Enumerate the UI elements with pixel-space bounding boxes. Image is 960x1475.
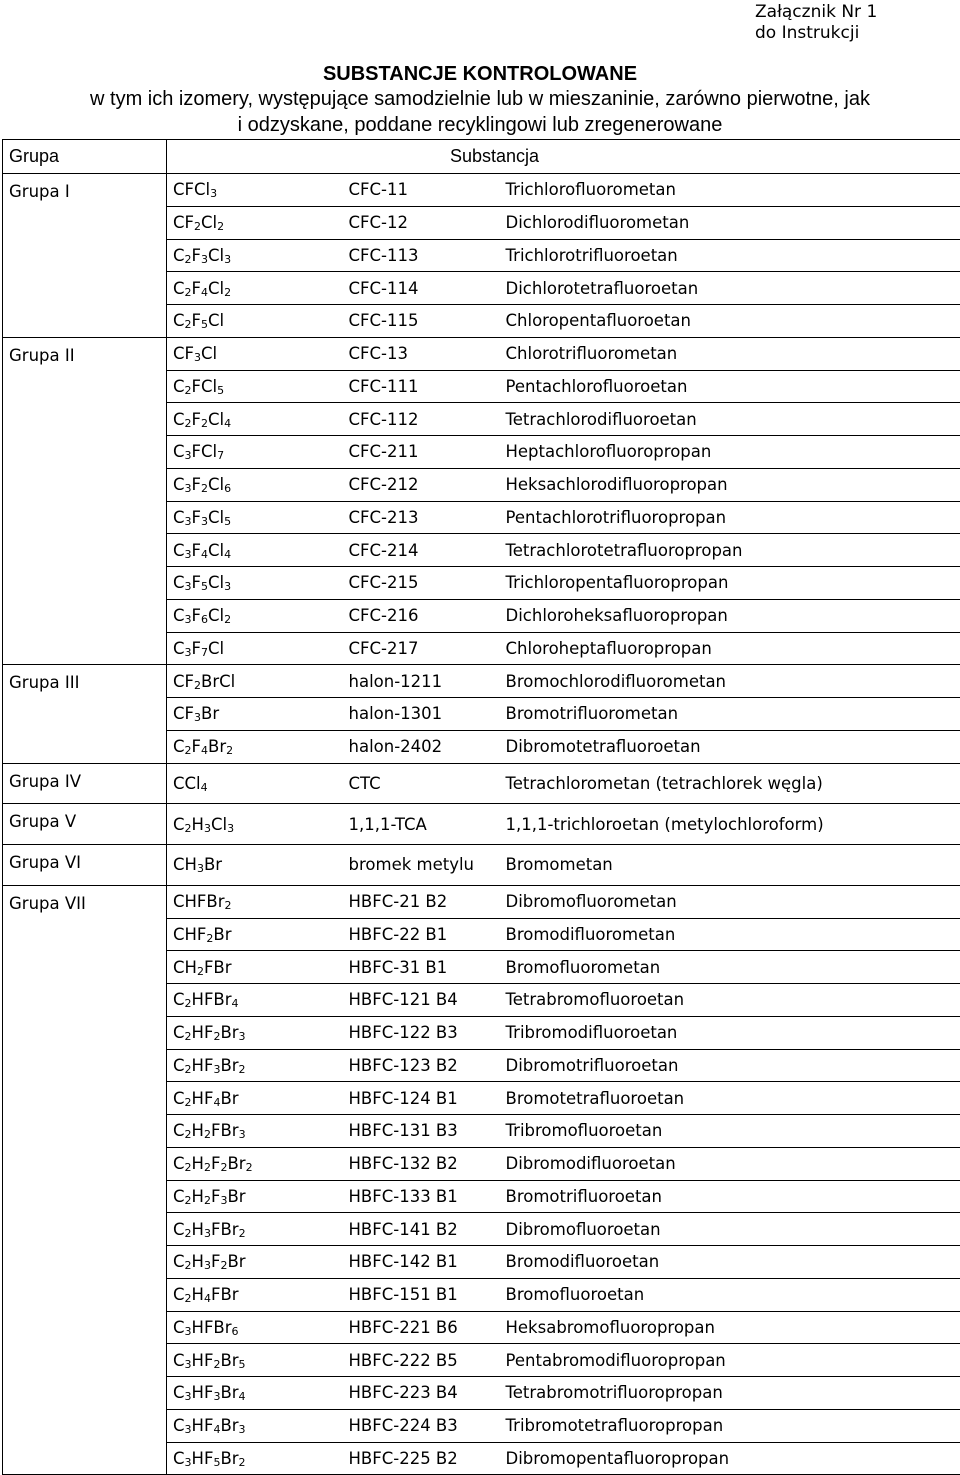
substance-code: halon-1211: [349, 672, 443, 691]
formula-cell: [167, 599, 343, 632]
name-cell: [500, 885, 960, 918]
substance-code: HBFC-124 B1: [349, 1089, 458, 1108]
table-row: [3, 337, 960, 370]
substance-name: Heksabromofluoropropan: [506, 1318, 715, 1337]
name-cell: [500, 984, 960, 1017]
name-cell: [500, 599, 960, 632]
formula: $CH_3Br$: [173, 855, 222, 874]
name-cell: [500, 370, 960, 403]
formula: $C_2F_4Cl_2$: [173, 279, 231, 298]
substance-code: CFC-11: [349, 180, 408, 199]
code-cell: [343, 1311, 500, 1344]
code-cell: [343, 918, 500, 951]
substance-code: HBFC-21 B2: [349, 892, 448, 911]
code-cell: [343, 763, 500, 804]
substance-code: CFC-213: [349, 508, 419, 527]
substance-name: Heksachlorodifluoropropan: [506, 475, 728, 494]
formula: $CF_2Cl_2$: [173, 213, 224, 232]
formula-cell: [167, 730, 343, 763]
formula: $C_2H_2FBr_3$: [173, 1121, 246, 1140]
substance-name: Bromochlorodifluorometan: [506, 672, 727, 691]
code-cell: [343, 174, 500, 207]
formula-cell: [167, 436, 343, 469]
substance-name: Tetrachlorometan (tetrachlorek węgla): [506, 774, 823, 793]
substance-code: HBFC-132 B2: [349, 1154, 458, 1173]
formula: $CF_2BrCl$: [173, 672, 235, 691]
group-name-cell: [3, 763, 167, 804]
substance-code: CFC-217: [349, 639, 419, 658]
substance-code: HBFC-142 B1: [349, 1252, 458, 1271]
substance-name: Trichloropentafluoropropan: [506, 573, 729, 592]
name-cell: [500, 1311, 960, 1344]
substance-code: CFC-114: [349, 279, 419, 298]
code-cell: [343, 1442, 500, 1475]
annex-line-1: Załącznik Nr 1: [755, 2, 955, 23]
page-subtitle-line-2: i odzyskane, poddane recyklingowi lub zregenerowane: [0, 112, 960, 138]
formula: $C_2FCl_5$: [173, 377, 224, 396]
formula-cell: [167, 845, 343, 886]
substance-name: Chlorotrifluorometan: [506, 344, 678, 363]
substance-code: CFC-214: [349, 541, 419, 560]
name-cell: [500, 1115, 960, 1148]
formula-cell: [167, 918, 343, 951]
substance-code: HBFC-141 B2: [349, 1220, 458, 1239]
group-name: Grupa I: [9, 182, 70, 201]
name-cell: [500, 174, 960, 207]
formula-cell: [167, 804, 343, 845]
formula: $C_3HFBr_6$: [173, 1318, 239, 1337]
formula-cell: [167, 1409, 343, 1442]
name-cell: [500, 804, 960, 845]
code-cell: [343, 1377, 500, 1410]
formula: CHFBr$_2$: [173, 892, 232, 911]
title-block: [0, 62, 960, 138]
substance-name: Dichlorotetrafluoroetan: [506, 279, 699, 298]
code-cell: [343, 534, 500, 567]
name-cell: [500, 951, 960, 984]
substance-code: CFC-13: [349, 344, 408, 363]
name-cell: [500, 272, 960, 305]
name-cell: [500, 403, 960, 436]
table-row: [3, 885, 960, 918]
group-name-cell: [3, 337, 167, 665]
name-cell: [500, 1180, 960, 1213]
annex-line-2: do Instrukcji: [755, 23, 955, 44]
formula: $C_2H_2F_2Br_2$: [173, 1154, 253, 1173]
substance-name: Tribromodifluoroetan: [506, 1023, 678, 1042]
substance-name: Chloropentafluoroetan: [506, 311, 692, 330]
code-cell: [343, 370, 500, 403]
substance-name: Dichloroheksafluoropropan: [506, 606, 728, 625]
name-cell: [500, 1278, 960, 1311]
substance-code: HBFC-133 B1: [349, 1187, 458, 1206]
formula: $C_3F_2Cl_6$: [173, 475, 231, 494]
formula-cell: [167, 1082, 343, 1115]
header-substance-label: Substancja: [450, 146, 539, 166]
formula: $C_3F_3Cl_5$: [173, 508, 231, 527]
group-name: Grupa V: [9, 812, 76, 831]
name-cell: [500, 1442, 960, 1475]
substance-name: Chloroheptafluoropropan: [506, 639, 712, 658]
group-name: Grupa II: [9, 346, 75, 365]
substance-code: CFC-215: [349, 573, 419, 592]
formula-cell: [167, 468, 343, 501]
code-cell: [343, 1115, 500, 1148]
code-cell: [343, 206, 500, 239]
substance-name: Trichlorofluorometan: [506, 180, 676, 199]
formula-cell: [167, 885, 343, 918]
code-cell: [343, 665, 500, 698]
substance-code: HBFC-131 B3: [349, 1121, 458, 1140]
code-cell: [343, 804, 500, 845]
substance-code: HBFC-123 B2: [349, 1056, 458, 1075]
group-name: Grupa VI: [9, 853, 81, 872]
formula: $C_2HFBr_4$: [173, 990, 239, 1009]
table-row: [3, 665, 960, 698]
formula: $C_3HF_5Br_2$: [173, 1449, 246, 1468]
formula: $C_2F_4Br_2$: [173, 737, 233, 756]
group-name: Grupa III: [9, 673, 79, 692]
formula: $C_3F_6Cl_2$: [173, 606, 231, 625]
substance-code: HBFC-121 B4: [349, 990, 458, 1009]
page-subtitle-line-1: w tym ich izomery, występujące samodzielnie lub w mieszaninie, zarówno pierwotne, jak: [0, 86, 960, 112]
group-name-cell: [3, 845, 167, 886]
substance-name: Pentachlorotrifluoropropan: [506, 508, 727, 527]
code-cell: [343, 305, 500, 338]
formula: $C_2H_3F_2Br$: [173, 1252, 246, 1271]
formula-cell: [167, 337, 343, 370]
formula-cell: [167, 1377, 343, 1410]
formula-cell: [167, 174, 343, 207]
name-cell: [500, 468, 960, 501]
formula: $C_2H_3FBr_2$: [173, 1220, 246, 1239]
name-cell: [500, 665, 960, 698]
substance-code: HBFC-221 B6: [349, 1318, 458, 1337]
substance-code: halon-1301: [349, 704, 443, 723]
table-header-row: [3, 140, 960, 174]
group-name-cell: [3, 665, 167, 763]
code-cell: [343, 403, 500, 436]
formula: CCl$_4$: [173, 774, 208, 793]
formula: $C_2HF_4Br$: [173, 1089, 239, 1108]
substance-name: Pentachlorofluoroetan: [506, 377, 688, 396]
code-cell: [343, 984, 500, 1017]
formula-cell: [167, 632, 343, 665]
name-cell: [500, 239, 960, 272]
name-cell: [500, 305, 960, 338]
substance-code: HBFC-22 B1: [349, 925, 448, 944]
substance-code: HBFC-222 B5: [349, 1351, 458, 1370]
substance-name: Dibromofluorometan: [506, 892, 677, 911]
page-title: SUBSTANCJE KONTROLOWANE: [0, 62, 960, 86]
substance-code: CFC-211: [349, 442, 419, 461]
substance-code: HBFC-31 B1: [349, 958, 448, 977]
substance-code: HBFC-151 B1: [349, 1285, 458, 1304]
substance-code: halon-2402: [349, 737, 443, 756]
substance-code: CFC-115: [349, 311, 419, 330]
formula: $CH_2FBr$: [173, 958, 232, 977]
substance-name: Dibromofluoroetan: [506, 1220, 661, 1239]
group-name-cell: [3, 804, 167, 845]
name-cell: [500, 763, 960, 804]
formula: $C_2F_5Cl$: [173, 311, 224, 330]
table-row: [3, 804, 960, 845]
substance-code: HBFC-225 B2: [349, 1449, 458, 1468]
code-cell: [343, 885, 500, 918]
formula-cell: [167, 501, 343, 534]
formula-cell: [167, 1344, 343, 1377]
name-cell: [500, 567, 960, 600]
formula-cell: [167, 370, 343, 403]
substance-name: Tetrachlorotetrafluoropropan: [506, 541, 743, 560]
formula: $C_3FCl_7$: [173, 442, 224, 461]
formula: $C_3F_7Cl$: [173, 639, 224, 658]
code-cell: [343, 1409, 500, 1442]
substance-code: HBFC-122 B3: [349, 1023, 458, 1042]
formula-cell: [167, 698, 343, 731]
code-cell: [343, 501, 500, 534]
name-cell: [500, 534, 960, 567]
substance-code: CFC-12: [349, 213, 408, 232]
formula-cell: [167, 272, 343, 305]
substance-name: Dibromodifluoroetan: [506, 1154, 676, 1173]
substance-name: Bromofluoroetan: [506, 1285, 645, 1304]
formula-cell: [167, 403, 343, 436]
name-cell: [500, 1409, 960, 1442]
name-cell: [500, 845, 960, 886]
name-cell: [500, 1082, 960, 1115]
substance-code: CFC-111: [349, 377, 419, 396]
substance-code: HBFC-223 B4: [349, 1383, 458, 1402]
substance-name: Dibromopentafluoropropan: [506, 1449, 730, 1468]
substance-code: CFC-216: [349, 606, 419, 625]
code-cell: [343, 1213, 500, 1246]
formula: $C_2H_4FBr$: [173, 1285, 239, 1304]
code-cell: [343, 1049, 500, 1082]
code-cell: [343, 1016, 500, 1049]
name-cell: [500, 1344, 960, 1377]
formula-cell: [167, 206, 343, 239]
formula: $CF_3Cl$: [173, 344, 217, 363]
substance-name: Pentabromodifluoropropan: [506, 1351, 726, 1370]
code-cell: [343, 698, 500, 731]
formula: $C_3F_5Cl_3$: [173, 573, 231, 592]
formula: CFCl$_3$: [173, 180, 217, 199]
substance-name: Bromometan: [506, 855, 613, 874]
code-cell: [343, 1278, 500, 1311]
header-substance: [343, 140, 960, 174]
name-cell: [500, 1049, 960, 1082]
annex-label: [755, 2, 955, 44]
substance-name: Bromofluorometan: [506, 958, 661, 977]
formula-cell: [167, 239, 343, 272]
name-cell: [500, 1213, 960, 1246]
code-cell: [343, 1082, 500, 1115]
name-cell: [500, 1246, 960, 1279]
code-cell: [343, 337, 500, 370]
code-cell: [343, 436, 500, 469]
substance-name: Bromotrifluorometan: [506, 704, 679, 723]
substance-code: CFC-113: [349, 246, 419, 265]
code-cell: [343, 1344, 500, 1377]
formula-cell: [167, 1049, 343, 1082]
code-cell: [343, 951, 500, 984]
substance-code: HBFC-224 B3: [349, 1416, 458, 1435]
formula-cell: [167, 305, 343, 338]
substance-code: CTC: [349, 774, 381, 793]
formula-cell: [167, 665, 343, 698]
name-cell: [500, 501, 960, 534]
table-row: [3, 174, 960, 207]
substance-name: Dibromotrifluoroetan: [506, 1056, 679, 1075]
formula-cell: [167, 1246, 343, 1279]
code-cell: [343, 1246, 500, 1279]
formula: $C_2H_2F_3Br$: [173, 1187, 246, 1206]
code-cell: [343, 599, 500, 632]
formula-cell: [167, 1016, 343, 1049]
substance-name: Bromodifluoroetan: [506, 1252, 660, 1271]
formula-cell: [167, 763, 343, 804]
formula: $C_3F_4Cl_4$: [173, 541, 231, 560]
substance-code: bromek metylu: [349, 855, 475, 874]
formula: $C_2H_3Cl_3$: [173, 815, 234, 834]
group-name: Grupa IV: [9, 772, 81, 791]
formula-cell: [167, 951, 343, 984]
substance-name: Tetrachlorodifluoroetan: [506, 410, 697, 429]
substance-name: Tetrabromotrifluoropropan: [506, 1383, 723, 1402]
substances-table: [2, 139, 960, 1475]
formula-cell: [167, 1278, 343, 1311]
code-cell: [343, 239, 500, 272]
formula: $CF_3Br$: [173, 704, 219, 723]
formula-cell: [167, 984, 343, 1017]
substance-name: Bromodifluorometan: [506, 925, 676, 944]
table-row: [3, 763, 960, 804]
formula: $C_3HF_2Br_5$: [173, 1351, 246, 1370]
name-cell: [500, 1147, 960, 1180]
code-cell: [343, 468, 500, 501]
formula-cell: [167, 1311, 343, 1344]
formula: $C_3HF_3Br_4$: [173, 1383, 246, 1402]
formula-cell: [167, 1115, 343, 1148]
substance-name: Bromotetrafluoroetan: [506, 1089, 685, 1108]
code-cell: [343, 567, 500, 600]
code-cell: [343, 632, 500, 665]
code-cell: [343, 272, 500, 305]
substance-name: Dichlorodifluorometan: [506, 213, 690, 232]
formula: $C_2F_2Cl_4$: [173, 410, 231, 429]
code-cell: [343, 1180, 500, 1213]
substance-name: 1,1,1-trichloroetan (metylochloroform): [506, 815, 824, 834]
formula: $C_2HF_3Br_2$: [173, 1056, 246, 1075]
formula: $CHF_2Br$: [173, 925, 232, 944]
substance-code: CFC-112: [349, 410, 419, 429]
name-cell: [500, 337, 960, 370]
substances-table-body: [3, 140, 960, 1475]
name-cell: [500, 918, 960, 951]
formula: $C_2HF_2Br_3$: [173, 1023, 246, 1042]
formula: $C_2F_3Cl_3$: [173, 246, 231, 265]
table-row: [3, 845, 960, 886]
substance-name: Tetrabromofluoroetan: [506, 990, 685, 1009]
name-cell: [500, 206, 960, 239]
formula-cell: [167, 1147, 343, 1180]
name-cell: [500, 1016, 960, 1049]
name-cell: [500, 1377, 960, 1410]
formula-cell: [167, 1180, 343, 1213]
code-cell: [343, 845, 500, 886]
formula: $C_3HF_4Br_3$: [173, 1416, 246, 1435]
code-cell: [343, 1147, 500, 1180]
formula-cell: [167, 534, 343, 567]
substance-code: CFC-212: [349, 475, 419, 494]
substance-code: 1,1,1-TCA: [349, 815, 427, 834]
name-cell: [500, 698, 960, 731]
name-cell: [500, 436, 960, 469]
group-name: Grupa VII: [9, 894, 86, 913]
substance-name: Tribromofluoroetan: [506, 1121, 663, 1140]
header-blank-formula: [167, 140, 343, 174]
name-cell: [500, 632, 960, 665]
substance-name: Trichlorotrifluoroetan: [506, 246, 678, 265]
name-cell: [500, 730, 960, 763]
formula-cell: [167, 567, 343, 600]
substance-name: Tribromotetrafluoropropan: [506, 1416, 724, 1435]
group-name-cell: [3, 174, 167, 338]
formula-cell: [167, 1213, 343, 1246]
code-cell: [343, 730, 500, 763]
substance-name: Bromotrifluoroetan: [506, 1187, 663, 1206]
substance-name: Dibromotetrafluoroetan: [506, 737, 701, 756]
header-group: Grupa: [3, 140, 167, 174]
substance-name: Heptachlorofluoropropan: [506, 442, 712, 461]
group-name-cell: [3, 885, 167, 1475]
formula-cell: [167, 1442, 343, 1475]
